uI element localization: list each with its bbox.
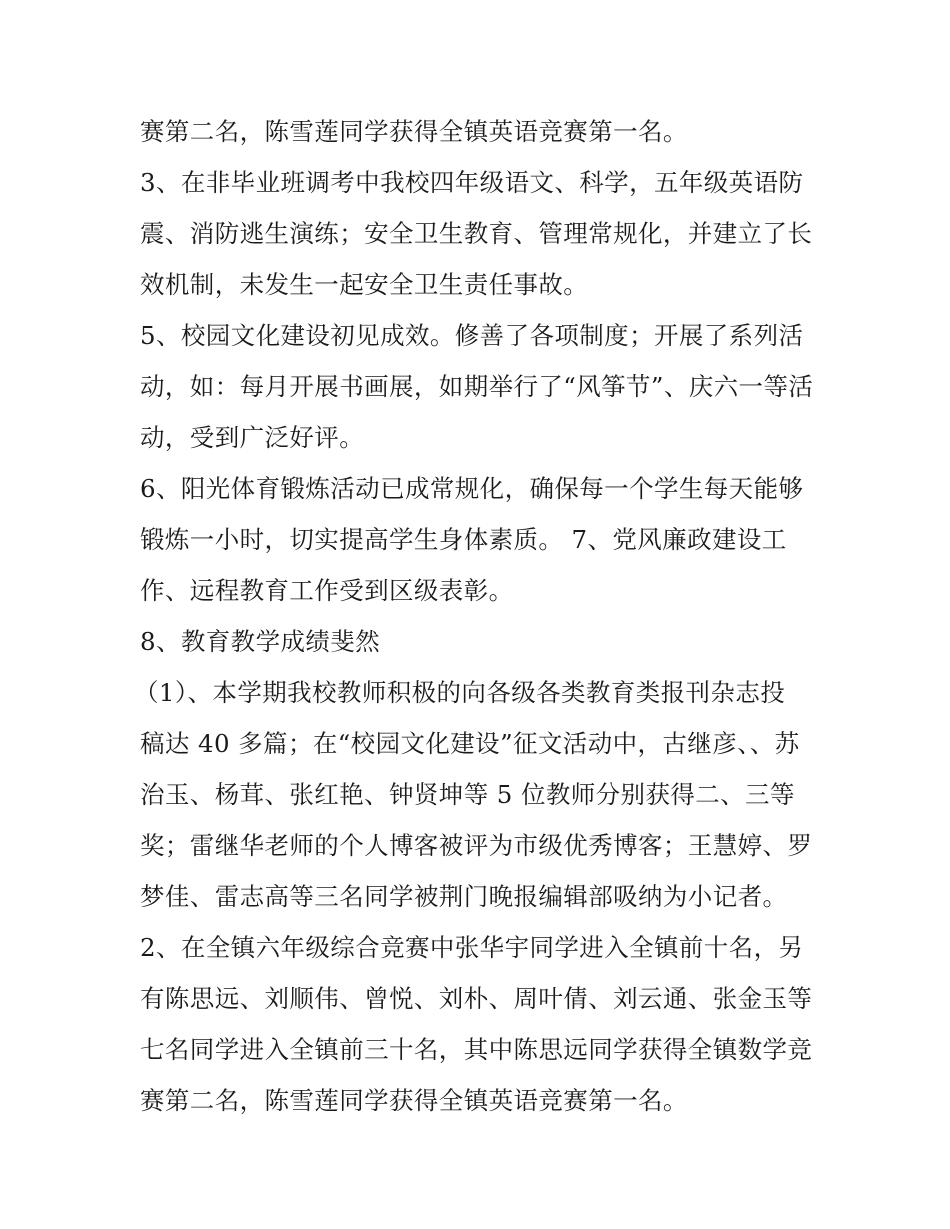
text-line: 震、消防逃生演练；安全卫生教育、管理常规化，并建立了长 (140, 219, 813, 248)
text-line: （1）、本学期我校教师积极的向各级各类教育类报刊杂志投 (134, 678, 786, 707)
text-line: 锻炼一小时，切实提高学生身体素质。 7、党风廉政建设工 (140, 525, 787, 554)
text-line: 奖；雷继华老师的个人博客被评为市级优秀博客；王慧婷、罗 (140, 831, 813, 860)
text-line: 3、在非毕业班调考中我校四年级语文、科学，五年级英语防 (140, 168, 804, 197)
text-line: 5、校园文化建设初见成效。修善了各项制度；开展了系列活 (140, 321, 804, 350)
text-line: 治玉、杨茸、张红艳、钟贤坤等 5 位教师分别获得二、三等 (140, 780, 795, 809)
text-line: 2、在全镇六年级综合竞赛中张华宇同学进入全镇前十名，另 (140, 933, 804, 962)
text-line: 稿达 40 多篇；在“校园文化建设”征文活动中，古继彦、、苏 (140, 729, 800, 758)
text-line: 6、阳光体育锻炼活动已成常规化，确保每一个学生每天能够 (140, 474, 804, 503)
text-line: 效机制，未发生一起安全卫生责任事故。 (140, 270, 589, 299)
text-line: 梦佳、雷志高等三名同学被荆门晚报编辑部吸纳为小记者。 (140, 882, 788, 911)
text-line: 作、远程教育工作受到区级表彰。 (140, 576, 514, 605)
text-line: 8、教育教学成绩斐然 (140, 627, 381, 656)
text-line: 动，受到广泛好评。 (140, 423, 365, 452)
text-line: 有陈思远、刘顺伟、曾悦、刘朴、周叶倩、刘云通、张金玉等 (140, 984, 813, 1013)
text-line: 动，如：每月开展书画展，如期举行了“风筝节”、庆六一等活 (140, 372, 814, 401)
document-body (134, 106, 830, 1126)
text-line: 七名同学进入全镇前三十名，其中陈思远同学获得全镇数学竞 (140, 1035, 813, 1064)
text-line: 赛第二名，陈雪莲同学获得全镇英语竞赛第一名。 (140, 1086, 688, 1115)
text-line: 赛第二名，陈雪莲同学获得全镇英语竞赛第一名。 (140, 117, 688, 146)
